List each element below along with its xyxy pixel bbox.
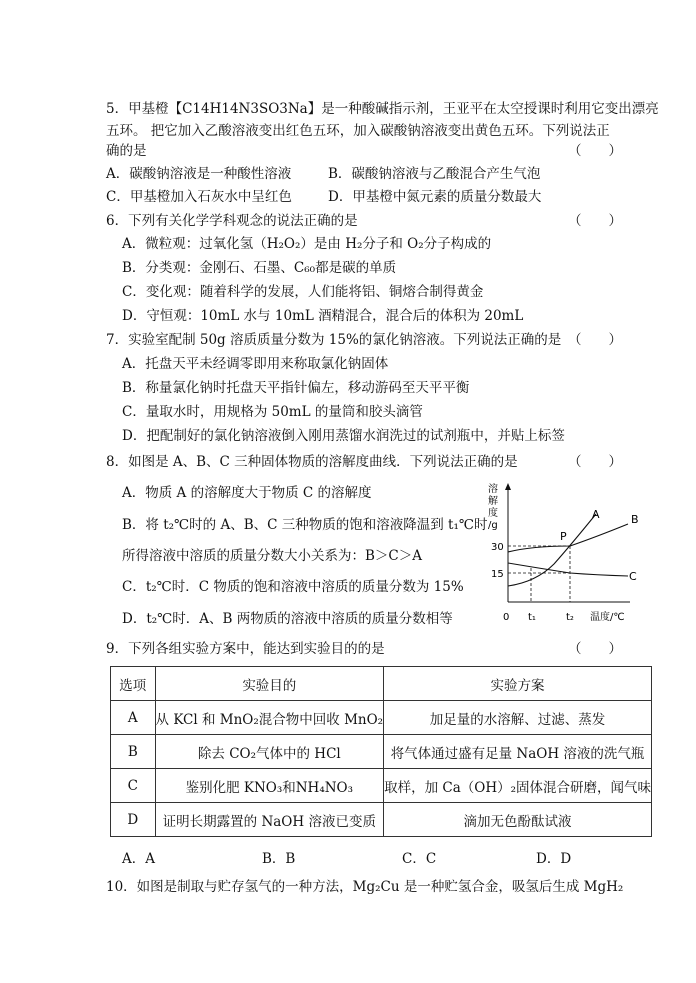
q8-answer-paren: （ ） [568, 454, 622, 470]
q9-answer-d: D．D [536, 851, 572, 867]
q5-option-c: C．甲基橙加入石灰水中呈红色 [106, 189, 292, 205]
graph-origin: 0 [503, 612, 510, 623]
q5-answer-paren: （ ） [568, 143, 622, 159]
table-row [111, 701, 652, 735]
graph-label-b: B [631, 513, 639, 526]
table-row [111, 803, 652, 837]
graph-ylabel-1: 溶 [488, 484, 498, 495]
table-row [111, 769, 652, 803]
q9-answer-b: B．B [262, 851, 296, 867]
graph-tick-15: 15 [491, 569, 504, 580]
q8-option-c: C．t₂℃时．C 物质的饱和溶液中溶质的质量分数为 15% [122, 579, 464, 595]
solubility-graph [484, 474, 659, 632]
table-header-option: 选项 [111, 667, 156, 701]
q7-option-a: A．托盘天平未经调零即用来称取氯化钠固体 [122, 356, 389, 372]
q5-option-b: B．碳酸钠溶液与乙酸混合产生气泡 [328, 166, 541, 182]
q9-stem: 9．下列各组实验方案中，能达到实验目的的是 [106, 641, 385, 657]
table-cell: 加足量的水溶解、过滤、蒸发 [384, 701, 652, 735]
q6-answer-paren: （ ） [568, 213, 622, 229]
graph-xlabel: 温度/℃ [590, 612, 625, 623]
q5-line3: 确的是 [106, 143, 147, 159]
q9-answer-paren: （ ） [568, 641, 622, 657]
graph-ylabel-2: 解 [488, 496, 498, 507]
graph-tick-t2: t₂ [566, 612, 574, 623]
q6-option-b: B．分类观：金刚石、石墨、C₆₀都是碳的单质 [122, 260, 397, 276]
table-cell: D [111, 803, 156, 837]
table-cell: 滴加无色酚酞试液 [384, 803, 652, 837]
q6-option-c: C．变化观：随着科学的发展，人们能将铝、铜熔合制得黄金 [122, 284, 484, 300]
table-cell: 取样，加 Ca（OH）₂固体混合研磨，闻气味 [384, 769, 652, 803]
table-header-plan: 实验方案 [384, 667, 652, 701]
table-cell: 将气体通过盛有足量 NaOH 溶液的洗气瓶 [384, 735, 652, 769]
q9-answer-c: C．C [402, 851, 437, 867]
graph-ylabel-3: 度 [488, 508, 498, 519]
graph-curve-c [508, 563, 628, 576]
table-cell: 从 KCl 和 MnO₂混合物中回收 MnO₂ [155, 701, 384, 735]
q10-stem: 10．如图是制取与贮存氢气的一种方法，Mg₂Cu 是一种贮氢合金，吸氢后生成 MgH₂ [106, 879, 624, 895]
q5-line2: 五环。 把它加入乙酸溶液变出红色五环，加入碳酸钠溶液变出黄色五环。下列说法正 [106, 123, 610, 139]
graph-tick-30: 30 [491, 542, 504, 553]
q5-line1: 5．甲基橙【C14H14N3SO3Na】是一种酸碱指示剂，王亚平在太空授课时利用它变出漂亮 [106, 101, 659, 117]
table-cell: C [111, 769, 156, 803]
q7-option-b: B．称量氯化钠时托盘天平指针偏左，移动游码至天平平衡 [122, 380, 470, 396]
q7-answer-paren: （ ） [568, 332, 622, 348]
q6-stem: 6．下列有关化学学科观念的说法正确的是 [106, 213, 358, 229]
q5-option-a: A．碳酸钠溶液是一种酸性溶液 [106, 166, 292, 182]
table-cell: 除去 CO₂气体中的 HCl [155, 735, 384, 769]
table-cell: A [111, 701, 156, 735]
table-cell: 证明长期露置的 NaOH 溶液已变质 [155, 803, 384, 837]
table-header-purpose: 实验目的 [155, 667, 384, 701]
q7-option-d: D．把配制好的氯化钠溶液倒入刚用蒸馏水润洗过的试剂瓶中，并贴上标签 [122, 428, 565, 444]
q7-stem: 7．实验室配制 50g 溶质质量分数为 15%的氯化钠溶液。下列说法正确的是 [106, 332, 562, 348]
graph-label-p: P [560, 530, 567, 543]
table-cell: 鉴别化肥 KNO₃和NH₄NO₃ [155, 769, 384, 803]
table-cell: B [111, 735, 156, 769]
experiment-table [110, 666, 652, 837]
graph-ylabel-4: /g [488, 520, 498, 531]
table-row [111, 735, 652, 769]
q8-option-a: A．物质 A 的溶解度大于物质 C 的溶解度 [122, 485, 372, 501]
q5-option-d: D．甲基橙中氮元素的质量分数最大 [328, 189, 542, 205]
q8-option-b-line1: B．将 t₂℃时的 A、B、C 三种物质的饱和溶液降温到 t₁℃时 [122, 517, 488, 533]
q6-option-a: A．微粒观：过氧化氢（H₂O₂）是由 H₂分子和 O₂分子构成的 [122, 236, 492, 252]
q9-answer-a: A．A [122, 851, 155, 867]
q8-option-b-line2: 所得溶液中溶质的质量分数大小关系为：B＞C＞A [122, 548, 422, 564]
graph-tick-t1: t₁ [528, 612, 536, 623]
graph-y-arrow [505, 483, 511, 490]
table-header-row [111, 667, 652, 701]
q6-option-d: D．守恒观：10mL 水与 10mL 酒精混合，混合后的体积为 20mL [122, 308, 524, 324]
graph-label-a: A [592, 508, 600, 521]
graph-label-c: C [629, 570, 637, 583]
q7-option-c: C．量取水时，用规格为 50mL 的量筒和胶头滴管 [122, 404, 423, 420]
q8-option-d: D．t₂℃时．A、B 两物质的溶液中溶质的质量分数相等 [122, 611, 453, 627]
q8-stem: 8．如图是 A、B、C 三种固体物质的溶解度曲线．下列说法正确的是 [106, 454, 518, 470]
graph-curve-a [508, 514, 596, 586]
